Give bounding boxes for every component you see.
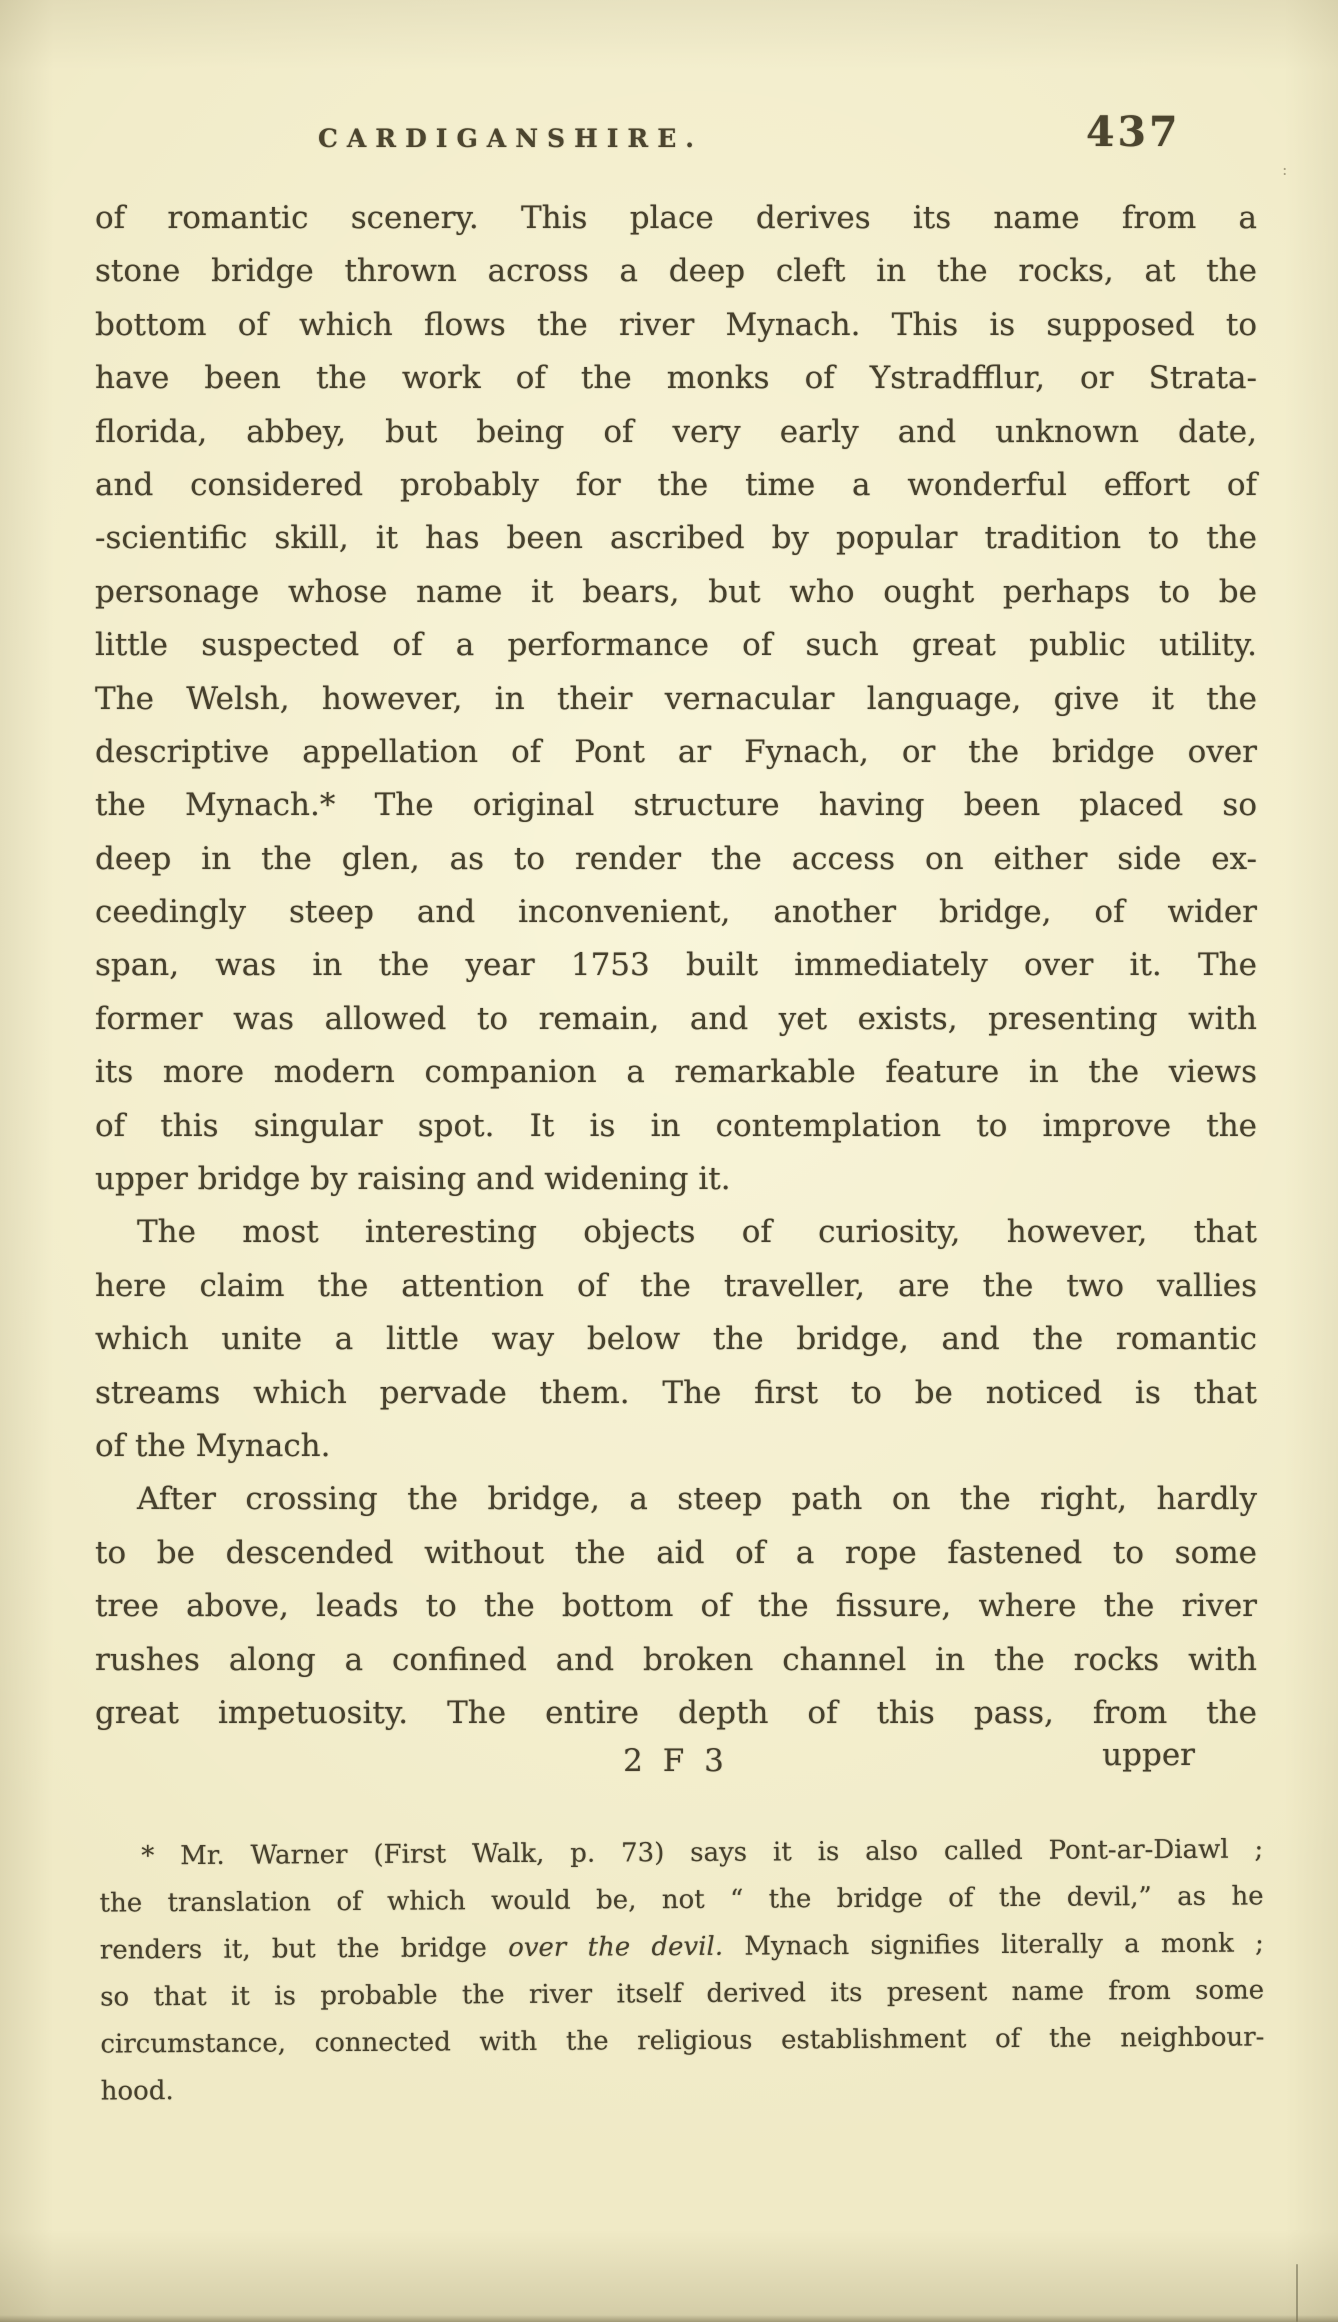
body-line: [95, 245, 1257, 298]
body-line: [95, 1313, 1257, 1366]
text-segment: the Mynach.* The original structure having been placed so: [95, 787, 1257, 824]
text-segment: circumstance, connected with the religious establishment of the neighbour-: [100, 2022, 1265, 2060]
footnote-line: [99, 1826, 1263, 1880]
text-segment: great impetuosity. The entire depth of this pass, from the: [95, 1694, 1257, 1731]
signature-mark: 2 F 3: [623, 1743, 729, 1779]
body-line: [95, 406, 1257, 459]
body-line: [95, 993, 1257, 1046]
body-line: [95, 1420, 1257, 1473]
body-line: [95, 1367, 1257, 1420]
body-line: [95, 619, 1257, 672]
text-segment: its more modern companion a remarkable feature in the views: [95, 1054, 1257, 1091]
body-line: [95, 939, 1257, 992]
text-segment: of the Mynach.: [95, 1427, 331, 1464]
body-line: [95, 566, 1257, 619]
body-line: [95, 299, 1257, 352]
text-segment: rushes along a confined and broken channel in the rocks with: [95, 1641, 1257, 1678]
text-segment: the translation of which would be, not “ the bridge of the devil,” as he: [99, 1881, 1264, 1919]
text-segment: After crossing the bridge, a steep path on the right, hardly: [137, 1481, 1257, 1518]
footnote-line: [100, 1967, 1264, 2021]
text-segment: here claim the attention of the traveller, are the two vallies: [95, 1267, 1257, 1304]
text-segment: of romantic scenery. This place derives its name from a: [95, 200, 1257, 236]
text-segment: Mynach signifies literally a monk ;: [722, 1928, 1264, 1962]
italic-text-segment: over the devil.: [508, 1931, 724, 1964]
body-line: [95, 726, 1257, 779]
body-line: [95, 192, 1257, 245]
text-segment: -scientific skill, it has been ascribed by popular tradition to the: [95, 520, 1257, 557]
footnote-line: [100, 1920, 1264, 1974]
scan-speck: :: [1282, 160, 1288, 179]
text-segment: have been the work of the monks of Ystradfflur, or Strata-: [95, 360, 1257, 397]
running-header: CARDIGANSHIRE.: [318, 124, 703, 153]
body-line: [95, 673, 1257, 726]
text-segment: former was allowed to remain, and yet exists, presenting with: [95, 1000, 1257, 1037]
text-segment: descriptive appellation of Pont ar Fynach, or the bridge over: [95, 733, 1257, 770]
text-segment: florida, abbey, but being of very early and unknown date,: [95, 413, 1257, 450]
text-segment: stone bridge thrown across a deep cleft in the rocks, at the: [95, 253, 1257, 290]
body-line: [95, 1046, 1257, 1099]
text-segment: The most interesting objects of curiosity, however, that: [137, 1214, 1257, 1251]
body-line: [95, 886, 1257, 939]
body-line: [95, 1687, 1257, 1740]
footnote-block: [99, 1826, 1265, 2115]
text-segment: personage whose name it bears, but who ought perhaps to be: [95, 573, 1257, 610]
text-segment: streams which pervade them. The first to be noticed is that: [95, 1374, 1257, 1411]
text-segment: of this singular spot. It is in contemplation to improve the: [95, 1107, 1257, 1144]
text-segment: tree above, leads to the bottom of the fissure, where the river: [95, 1588, 1257, 1625]
scan-artifact-line: [1296, 2264, 1298, 2322]
text-segment: and considered probably for the time a wonderful effort of: [95, 466, 1257, 503]
text-segment: span, was in the year 1753 built immediately over it. The: [95, 947, 1257, 984]
text-segment: little suspected of a performance of such great public utility.: [95, 627, 1257, 664]
signature-row: [95, 1735, 1257, 1788]
body-line: [95, 352, 1257, 405]
body-line: [95, 512, 1257, 565]
body-line: [95, 1473, 1257, 1526]
text-segment: upper bridge by raising and widening it.: [95, 1161, 731, 1198]
text-segment: * Mr. Warner (First Walk, p. 73) says it is also called Pont-ar-Diawl ;: [141, 1834, 1264, 1872]
body-line: [95, 459, 1257, 512]
body-line: [95, 1527, 1257, 1580]
body-line: [95, 833, 1257, 886]
footnote-line: [99, 1873, 1263, 1927]
catchword: upper: [1102, 1737, 1195, 1773]
body-line: [95, 1634, 1257, 1687]
text-segment: ceedingly steep and inconvenient, another bridge, of wider: [95, 894, 1257, 931]
body-text-block: [95, 192, 1257, 1740]
text-segment: bottom of which flows the river Mynach. This is supposed to: [95, 306, 1257, 343]
text-segment: which unite a little way below the bridge, and the romantic: [95, 1321, 1257, 1358]
body-line: [95, 1100, 1257, 1153]
body-line: [95, 1260, 1257, 1313]
text-segment: hood.: [100, 2076, 174, 2107]
body-line: [95, 1580, 1257, 1633]
text-segment: to be descended without the aid of a rope fastened to some: [95, 1534, 1257, 1571]
scan-bottom-edge: [0, 2315, 1338, 2322]
footnote-line: [101, 2061, 1265, 2115]
text-segment: The Welsh, however, in their vernacular language, give it the: [95, 680, 1257, 717]
text-segment: so that it is probable the river itself derived its present name from some: [100, 1975, 1265, 2013]
page-number: 437: [1086, 108, 1181, 156]
body-line: [95, 779, 1257, 832]
footnote-line: [100, 2014, 1264, 2068]
body-line: [95, 1153, 1257, 1206]
text-segment: renders it, but the bridge: [99, 1933, 509, 1966]
text-segment: deep in the glen, as to render the access on either side ex-: [95, 840, 1257, 877]
body-line: [95, 1206, 1257, 1259]
